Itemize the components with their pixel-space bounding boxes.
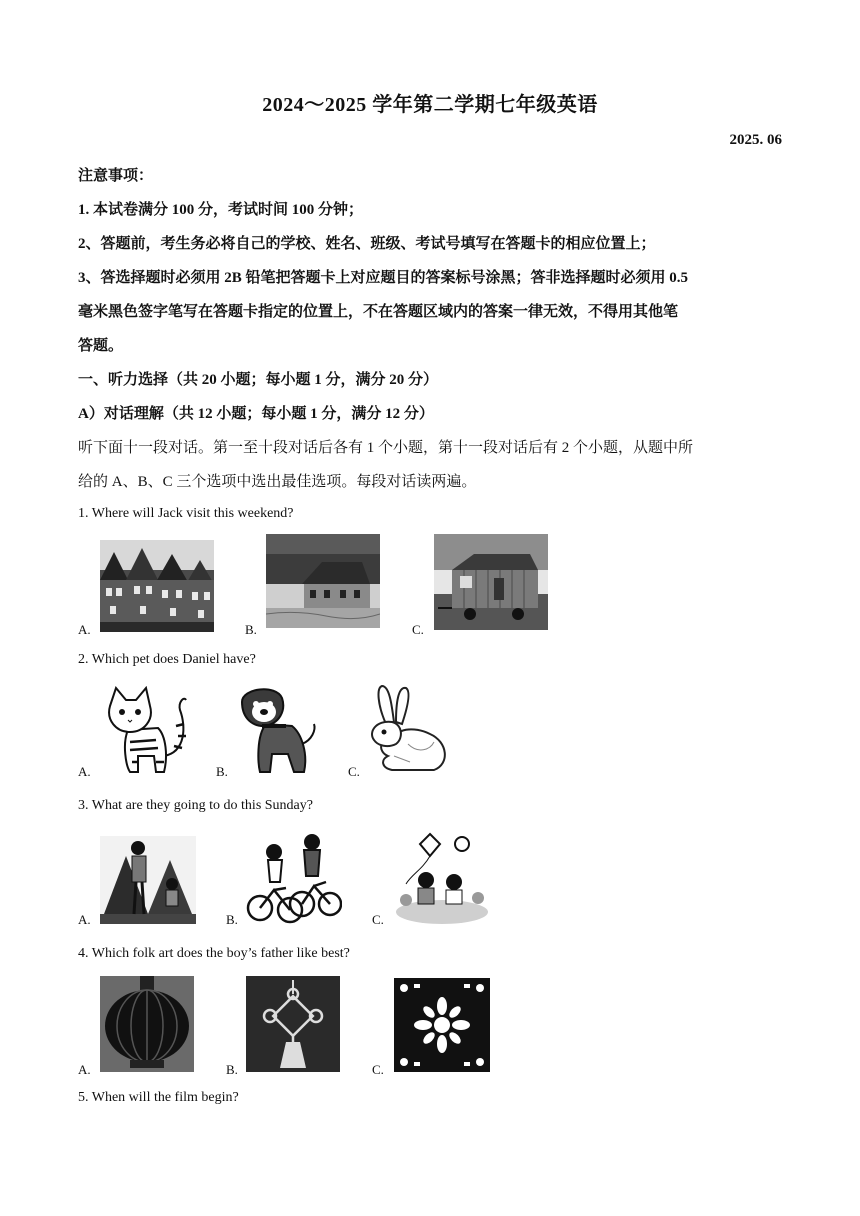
paper-cutting-drawing — [394, 978, 490, 1072]
notes-heading: 注意事项： — [78, 168, 154, 184]
option-a-label: A. — [78, 912, 91, 927]
option-c-label: C. — [372, 1062, 384, 1077]
cycling-drawing — [246, 830, 342, 926]
rabbit-drawing — [364, 684, 450, 776]
farmhouse-photo — [266, 534, 380, 628]
tiny-house-trailer-photo — [434, 534, 548, 630]
kite-flying-drawing — [392, 830, 490, 926]
instructions-line: 听下面十一段对话。第一至十段对话后各有 1 个小题，第十一段对话后有 2 个小题，从题中所 — [78, 440, 694, 456]
chinese-knot-drawing — [246, 976, 340, 1072]
question-3: 3. What are they going to do this Sunday? — [78, 798, 313, 813]
dog-drawing — [236, 684, 320, 776]
option-a-label: A. — [78, 1062, 91, 1077]
section-heading: 一、听力选择（共 20 小题；每小题 1 分，满分 20 分） — [78, 372, 439, 388]
townhouses-photo — [100, 540, 214, 632]
part-a-heading: A）对话理解（共 12 小题；每小题 1 分，满分 12 分） — [78, 406, 434, 422]
note-item: 答题。 — [78, 338, 124, 354]
question-4: 4. Which folk art does the boy’s father like best? — [78, 946, 350, 961]
cat-drawing — [100, 686, 188, 776]
option-b-label: B. — [226, 912, 238, 927]
note-item: 2、答题前，考生务必将自己的学校、姓名、班级、考试号填写在答题卡的相应位置上； — [78, 236, 656, 252]
exam-date: 2025. 06 — [729, 132, 782, 148]
instructions-line: 给的 A、B、C 三个选项中选出最佳选项。每段对话读两遍。 — [78, 474, 477, 490]
option-a-label: A. — [78, 764, 91, 779]
option-b-label: B. — [245, 622, 257, 637]
question-1: 1. Where will Jack visit this weekend? — [78, 506, 294, 521]
note-item: 毫米黑色签字笔写在答题卡指定的位置上，不在答题区域内的答案一律无效，不得用其他笔 — [78, 304, 679, 320]
note-item: 1. 本试卷满分 100 分，考试时间 100 分钟； — [78, 202, 364, 218]
option-a-label: A. — [78, 622, 91, 637]
option-c-label: C. — [348, 764, 360, 779]
option-c-label: C. — [412, 622, 424, 637]
question-5: 5. When will the film begin? — [78, 1090, 239, 1105]
option-b-label: B. — [216, 764, 228, 779]
lantern-photo — [100, 976, 194, 1072]
camping-tent-drawing — [100, 836, 196, 924]
question-2: 2. Which pet does Daniel have? — [78, 652, 256, 667]
option-c-label: C. — [372, 912, 384, 927]
page-title: 2024～2025 学年第二学期七年级英语 — [262, 94, 598, 116]
note-item: 3、答选择题时必须用 2B 铅笔把答题卡上对应题目的答案标号涂黑；答非选择题时必须用 0.5 — [78, 270, 689, 286]
option-b-label: B. — [226, 1062, 238, 1077]
